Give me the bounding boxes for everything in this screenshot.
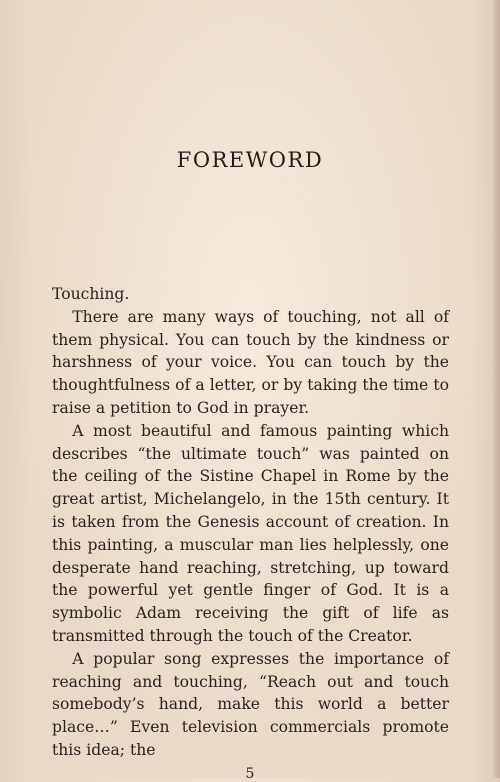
page-number: 5 <box>245 766 255 782</box>
paragraph-ways-of-touching: There are many ways of touching, not all of them physical. You can touch by the kindness or harshness of your voice. You can touch by the thoughtfulness of a letter, or by taking the time to raise a petition to God in prayer. <box>52 307 449 417</box>
paragraph-sistine-chapel: A most beautiful and famous painting which describes “the ultimate touch” was painted on the ceiling of the Sistine Chapel in Rome by the great artist, Michelangelo, in the 15th century. It is taken from the Genesis account of creation. In this painting, a muscular man lies helplessly, one desperate hand reaching, stretching, up toward the powerful yet gentle finger of God. It is a symbolic Adam receiving the gift of life as transmitted through the touch of the Creator. <box>52 421 449 645</box>
paragraph-touching: Touching. <box>52 285 130 303</box>
page-title: FOREWORD <box>176 148 324 172</box>
foreword-body <box>52 283 449 762</box>
page-edge-shadow <box>492 0 500 778</box>
paragraph-popular-song: A popular song expresses the importance of reaching and touching, “Reach out and touch somebody’s hand, make this world a better place…” Even television commercials promote this idea; the <box>52 649 449 759</box>
